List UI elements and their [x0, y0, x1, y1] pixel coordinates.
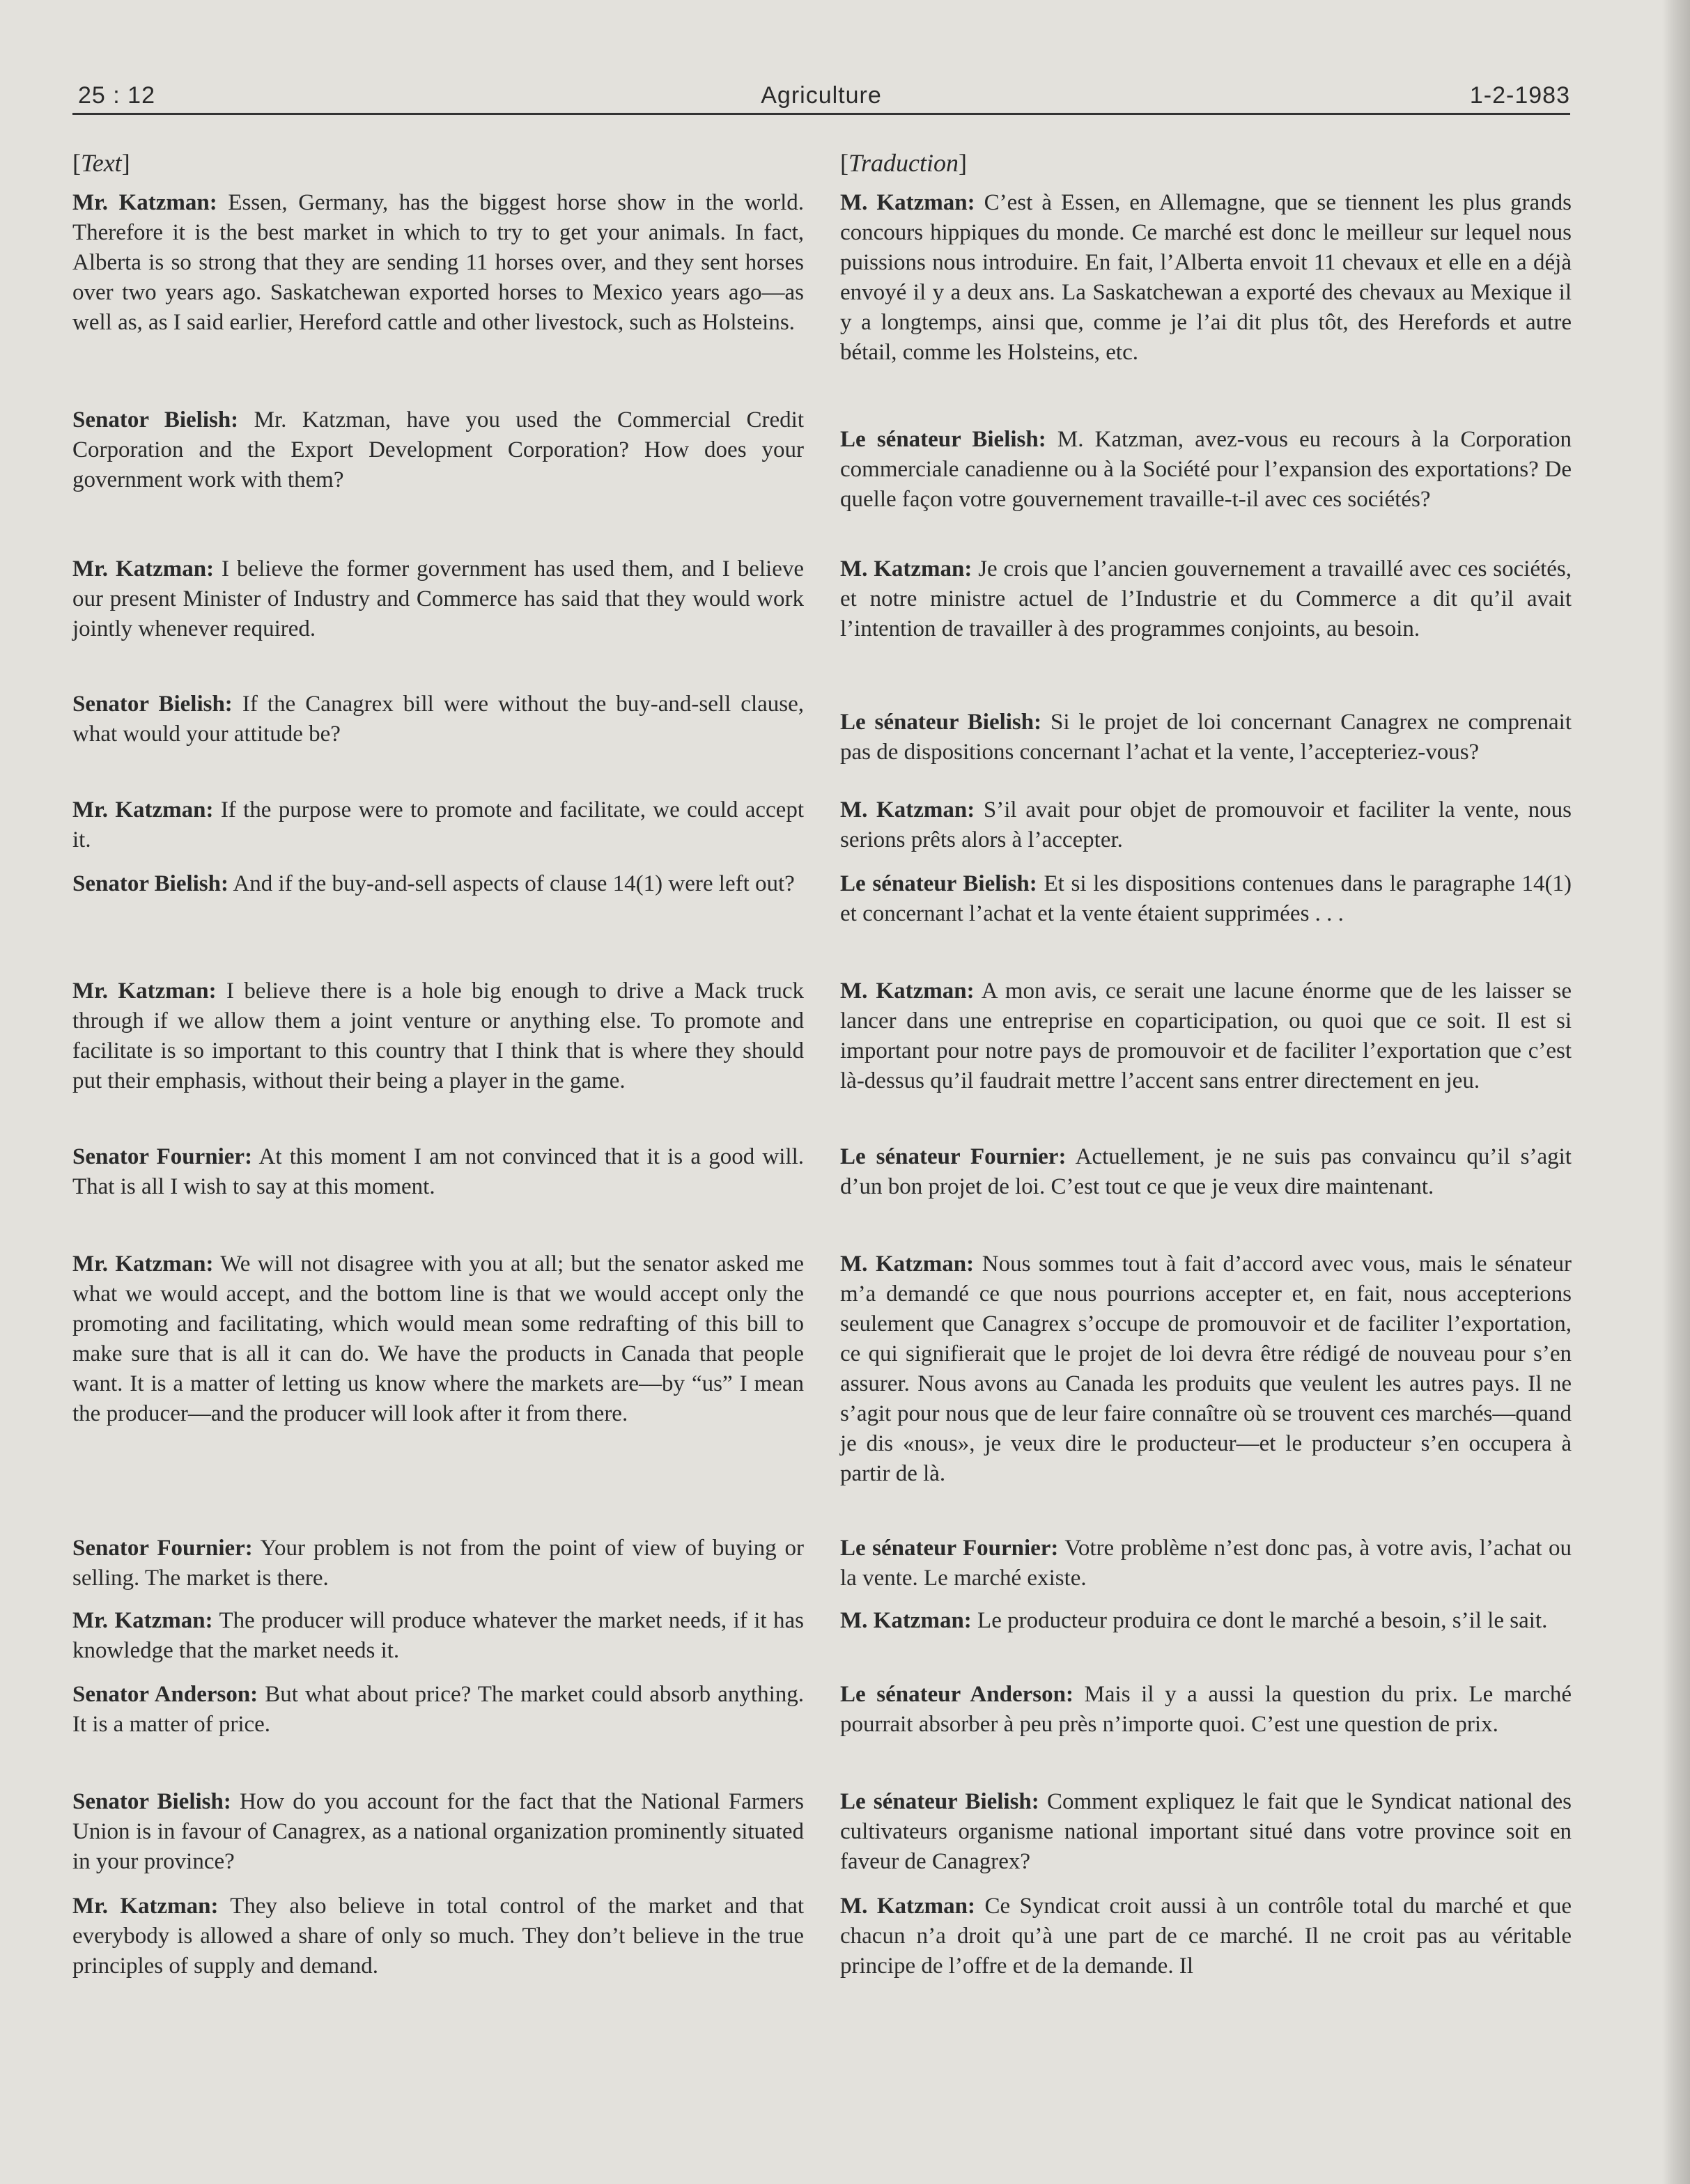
transcript-paragraph — [840, 1142, 1572, 1202]
speech-text: The producer will produce whatever the market needs, if it has knowledge that the market needs it. — [72, 1608, 805, 1663]
speaker-name: Mr. Katzman: — [72, 1894, 219, 1919]
transcript-paragraph — [72, 1892, 804, 1981]
speaker-name: Mr. Katzman: — [72, 797, 214, 822]
speech-text: Si le projet de loi concernant Canagrex ne comprenait pas de dispositions concernant l’achat et la vente, l’accepteriez-vous? — [840, 710, 1572, 765]
header-rule — [72, 113, 1570, 115]
speaker-name: M. Katzman: — [840, 1894, 975, 1919]
speaker-name: Senator Bielish: — [72, 1789, 231, 1814]
speaker-name: Senator Bielish: — [72, 692, 233, 717]
speaker-name: M. Katzman: — [840, 1251, 975, 1277]
speaker-name: Senator Fournier: — [72, 1536, 253, 1561]
transcript-paragraph — [72, 976, 804, 1096]
publication-title: Agriculture — [761, 82, 882, 109]
transcript-paragraph — [840, 1892, 1572, 1981]
speech-text: Your problem is not from the point of view of buying or selling. The market is there. — [72, 1536, 805, 1591]
speaker-name: Le sénateur Fournier: — [840, 1536, 1059, 1561]
speech-text: If the Canagrex bill were without the buy-and-sell clause, what would your attitude be? — [72, 692, 804, 747]
speaker-name: M. Katzman: — [840, 797, 975, 822]
speech-text: Nous sommes tout à fait d’accord avec vous, mais le sénateur m’a demandé ce que nous pourrions accepter et, en fait, nous accepterions seulement que Canagrex s’occupe de promouvoir et de faciliter l’exportation, ce qui signifierait que le projet de loi devra être rédigé de nouveau pour s’en assurer. Nous avons au Canada les produits que veulent les autres pays. Il ne s’agit pour nous que de leur faire connaître où se trouvent ces marchés—quand je dis «nous», je veux dire le producteur—et le producteur s’en occupera à partir de là. — [840, 1251, 1572, 1486]
speaker-name: M. Katzman: — [840, 190, 975, 215]
speech-text: Et si les dispositions contenues dans le paragraphe 14(1) et concernant l’achat et la vente étaient supprimées . . . — [840, 871, 1572, 926]
speech-text: Le producteur produira ce dont le marché a besoin, s’il le sait. — [977, 1608, 1548, 1633]
speaker-name: Le sénateur Bielish: — [840, 1789, 1039, 1814]
transcript-paragraph — [72, 1606, 804, 1666]
transcript-paragraph — [840, 554, 1572, 644]
speaker-name: M. Katzman: — [840, 556, 972, 582]
speech-text: How do you account for the fact that the National Farmers Union is in favour of Canagrex, as a national organization prominently situated in your province? — [72, 1789, 805, 1874]
speaker-name: Senator Bielish: — [72, 871, 228, 896]
transcript-paragraph — [72, 795, 804, 855]
transcript-paragraph — [840, 869, 1572, 929]
speaker-name: Le sénateur Anderson: — [840, 1682, 1073, 1707]
speaker-name: Mr. Katzman: — [72, 1251, 214, 1277]
speech-text: Je crois que l’ancien gouvernement a travaillé avec ces sociétés, et notre ministre actuel de l’Industrie et du Commerce a dit qu’il avait l’intention de travailler à des programmes conjoints, au besoin. — [840, 556, 1572, 641]
speech-text: Mais il y a aussi la question du prix. Le marché pourrait absorber à peu près n’importe quoi. C’est une question de prix. — [840, 1682, 1572, 1737]
speaker-name: M. Katzman: — [840, 1608, 972, 1633]
transcript-paragraph — [72, 1787, 804, 1877]
speech-text: M. Katzman, avez-vous eu recours à la Corporation commerciale canadienne ou à la Société pour l’expansion des exportations? De quelle façon votre gouvernement travaille-t-il avec ces sociétés? — [840, 427, 1572, 512]
transcript-paragraph — [72, 1249, 804, 1429]
transcript-paragraph — [72, 869, 804, 899]
transcript-paragraph — [840, 425, 1572, 515]
transcript-paragraph — [840, 1534, 1572, 1593]
speaker-name: Mr. Katzman: — [72, 190, 217, 215]
transcript-paragraph — [840, 795, 1572, 855]
speech-text: Comment expliquez le fait que le Syndicat national des cultivateurs organisme national important situé dans votre province soit en faveur de Canagrex? — [840, 1789, 1572, 1874]
speaker-name: Mr. Katzman: — [72, 1608, 213, 1633]
transcript-paragraph — [72, 1534, 804, 1593]
speaker-name: Le sénateur Bielish: — [840, 427, 1046, 452]
transcript-paragraph — [840, 1606, 1572, 1636]
issue-date: 1-2-1983 — [1469, 82, 1570, 109]
speech-text: S’il avait pour objet de promouvoir et faciliter la vente, nous serions prêts alors à l’accepter. — [840, 797, 1572, 852]
speech-text: And if the buy-and-sell aspects of clause 14(1) were left out? — [233, 871, 795, 896]
section-label-text: [Text] — [72, 149, 130, 177]
transcript-paragraph — [840, 976, 1572, 1096]
speech-text: Votre problème n’est donc pas, à votre avis, l’achat ou la vente. Le marché existe. — [840, 1536, 1572, 1591]
speech-text: We will not disagree with you at all; but the senator asked me what we would accept, and the bottom line is that we would accept only the promoting and facilitating, which would mean some redrafting of this bill to make sure that is all it can do. We have the products in Canada that people want. It is a matter of letting us know where the markets are—by “us” I mean the producer—and the producer will look after it from there. — [72, 1251, 805, 1426]
transcript-paragraph — [840, 708, 1572, 767]
speaker-name: Le sénateur Bielish: — [840, 871, 1037, 896]
transcript-paragraph — [72, 1142, 804, 1202]
speech-text: At this moment I am not convinced that it is a good will. That is all I wish to say at this moment. — [72, 1144, 805, 1199]
speaker-name: Senator Fournier: — [72, 1144, 253, 1169]
speech-text: If the purpose were to promote and facilitate, we could accept it. — [72, 797, 804, 852]
speaker-name: Le sénateur Bielish: — [840, 710, 1042, 735]
speech-text: But what about price? The market could absorb anything. It is a matter of price. — [72, 1682, 804, 1737]
page-edge-shadow — [1662, 0, 1690, 2184]
french-column — [840, 148, 1572, 1979]
speaker-name: Senator Anderson: — [72, 1682, 258, 1707]
speech-text: Actuellement, je ne suis pas convaincu qu’il s’agit d’un bon projet de loi. C’est tout ce que je veux dire maintenant. — [840, 1144, 1572, 1199]
transcript-paragraph — [72, 554, 804, 644]
speech-text: They also believe in total control of the market and that everybody is allowed a share of only so much. They don’t believe in the true principles of supply and demand. — [72, 1894, 805, 1979]
transcript-paragraph — [72, 188, 804, 338]
speech-text: Essen, Germany, has the biggest horse show in the world. Therefore it is the best market in which to try to get your animals. In fact, Alberta is so strong that they are sending 11 horses over, and they sent horses over two years ago. Saskatchewan exported horses to Mexico years ago—as well as, as I said earlier, Hereford cattle and other livestock, such as Holsteins. — [72, 190, 804, 335]
speech-text: C’est à Essen, en Allemagne, que se tiennent les plus grands concours hippiques du monde. Ce marché est donc le meilleur sur lequel nous puissions nous introduire. En fait, l’Alberta envoit 11 chevaux et elle en a déjà envoyé il y a deux ans. La Saskatchewan a exporté des chevaux au Mexique il y a longtemps, ainsi que, comme je l’ai dit plus tôt, des Herefords et autre bétail, comme les Holsteins, etc. — [840, 190, 1572, 365]
transcript-paragraph — [840, 1249, 1572, 1489]
speaker-name: Senator Bielish: — [72, 407, 239, 432]
section-label-traduction: [Traduction] — [840, 149, 968, 177]
speaker-name: Mr. Katzman: — [72, 556, 215, 582]
speech-text: I believe there is a hole big enough to drive a Mack truck through if we allow them a joint venture or anything else. To promote and facilitate is so important to this country that I think that is where they should put their emphasis, without their being a player in the game. — [72, 978, 805, 1093]
speaker-name: Le sénateur Fournier: — [840, 1144, 1067, 1169]
transcript-paragraph — [72, 689, 804, 749]
transcript-paragraph — [840, 1787, 1572, 1877]
speech-text: Ce Syndicat croit aussi à un contrôle total du marché et que chacun n’a droit qu’à une part de ce marché. Il ne croit pas au véritable principe de l’offre et de la demande. Il — [840, 1894, 1572, 1979]
speaker-name: M. Katzman: — [840, 978, 975, 1004]
speech-text: A mon avis, ce serait une lacune énorme que de les laisser se lancer dans une entreprise en coparticipation, ou quoi que ce soit. Il est si important pour notre pays de promouvoir et de faciliter l’exportation que c’est là-dessus qu’il faudrait mettre l’accent sans entrer directement en jeu. — [840, 978, 1572, 1093]
transcript-paragraph — [840, 1680, 1572, 1740]
running-head — [72, 82, 1570, 117]
speech-text: I believe the former government has used them, and I believe our present Minister of Industry and Commerce has said that they would work jointly whenever required. — [72, 556, 804, 641]
transcript-paragraph — [72, 1680, 804, 1740]
transcript-paragraph — [840, 188, 1572, 368]
transcript-paragraph — [72, 405, 804, 495]
english-column — [72, 148, 805, 1979]
speaker-name: Mr. Katzman: — [72, 978, 217, 1004]
speech-text: Mr. Katzman, have you used the Commercial Credit Corporation and the Export Development Corporation? How does your government work with them? — [72, 407, 804, 492]
page-reference: 25 : 12 — [78, 82, 155, 109]
